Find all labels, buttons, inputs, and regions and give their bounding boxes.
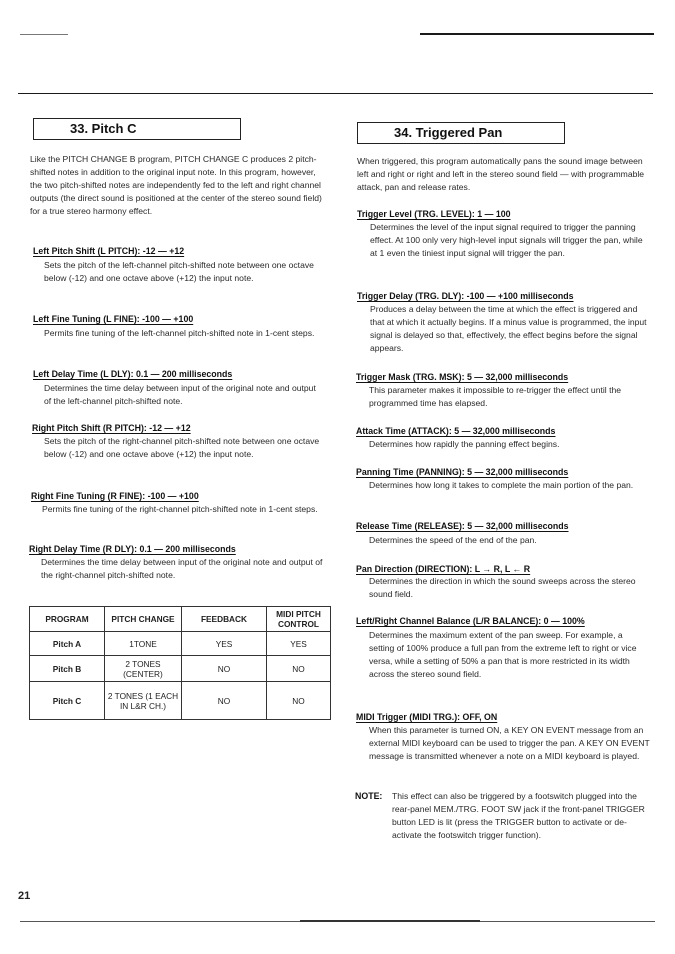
header-rule [18,93,653,94]
param-description: This parameter makes it impossible to re-trigger the effect until the programmed time has elapsed. [369,385,622,409]
param-description: Determines how rapidly the panning effect begins. [369,439,560,449]
param-description: Produces a delay between the time at which the effect is triggered and that at which it actually begins. If a minus value is programmed, the input signal is delayed so that, effectively, the effect begins before the signal appears. [370,304,647,354]
section-title-pitch-c [33,118,241,140]
param-heading: Trigger Delay (TRG. DLY): -100 — +100 milliseconds [357,291,574,301]
program-comparison-table [29,606,331,720]
table-cell: 2 TONES (CENTER) [105,656,182,682]
page-number: 21 [18,890,31,902]
table-cell: NO [182,682,267,720]
left-intro-paragraph: Like the PITCH CHANGE B program, PITCH CHANGE C produces 2 pitch-shifted notes in addition to the original input note. In this program, however, the two pitch-shifted notes are independently fed to the left and right channel outputs (the direct sound is positioned at the center of the stereo sound field) for a true stereo harmony effect. [30,154,322,217]
param-heading: Pan Direction (DIRECTION): L → R, L ← R [356,564,531,574]
table-header-cell: PITCH CHANGE [105,607,182,632]
table-cell: Pitch A [30,632,105,656]
section-title-triggered-pan [357,122,565,144]
param-heading: Right Pitch Shift (R PITCH): -12 — +12 [32,423,191,433]
param-heading: Left Pitch Shift (L PITCH): -12 — +12 [33,246,185,256]
table-cell: Pitch B [30,656,105,682]
table-cell: Pitch C [30,682,105,720]
table-header-cell: PROGRAM [30,607,105,632]
param-heading: Right Delay Time (R DLY): 0.1 — 200 milliseconds [29,544,236,554]
top-rule-thick [420,33,654,35]
param-description: Determines the speed of the end of the pan. [369,535,537,545]
section-title-text: 33. Pitch C [70,121,137,136]
param-heading: Left/Right Channel Balance (L/R BALANCE): 0 — 100% [356,616,585,626]
section-title-text: 34. Triggered Pan [394,125,503,140]
param-description: Sets the pitch of the left-channel pitch-shifted note between one octave below (-12) and one octave above (+12) the input note. [44,260,314,284]
table-row [30,656,331,682]
param-heading: Release Time (RELEASE): 5 — 32,000 milliseconds [356,521,569,531]
param-description: Determines how long it takes to complete the main portion of the pan. [369,480,634,490]
table-cell: YES [182,632,267,656]
table-cell: NO [267,656,331,682]
param-description: Determines the maximum extent of the pan sweep. For example, a setting of 100% produce a full pan from the extreme left to right or vice versa, while a setting of 50% a pan that is more restricted in its width across the stereo sound field. [369,630,637,680]
table-header-cell: FEEDBACK [182,607,267,632]
param-heading: Right Fine Tuning (R FINE): -100 — +100 [31,491,199,501]
param-heading: Left Fine Tuning (L FINE): -100 — +100 [33,314,194,324]
table-cell: NO [267,682,331,720]
param-heading: Attack Time (ATTACK): 5 — 32,000 milliseconds [356,426,556,436]
param-heading: Trigger Level (TRG. LEVEL): 1 — 100 [357,209,511,219]
table-cell: YES [267,632,331,656]
param-description: Determines the direction in which the sound sweeps across the stereo sound field. [369,576,636,600]
note-label: NOTE: [355,791,383,801]
param-heading: Left Delay Time (L DLY): 0.1 — 200 milliseconds [33,369,233,379]
table-cell: 1TONE [105,632,182,656]
param-description: Permits fine tuning of the right-channel pitch-shifted note in 1-cent steps. [42,504,318,514]
table-cell: 2 TONES (1 EACH IN L&R CH.) [105,682,182,720]
table-header-row [30,607,331,632]
param-description: Determines the time delay between input of the original note and output of the right-channel pitch-shifted note. [41,557,323,581]
top-rule-thin [20,34,68,35]
param-heading: MIDI Trigger (MIDI TRG.): OFF, ON [356,712,498,722]
table-row [30,632,331,656]
param-description: Determines the time delay between input of the original note and output of the left-channel pitch-shifted note. [44,383,316,407]
param-description: Permits fine tuning of the left-channel pitch-shifted note in 1-cent steps. [44,328,315,338]
param-heading: Trigger Mask (TRG. MSK): 5 — 32,000 milliseconds [356,372,569,382]
table-row [30,682,331,720]
table-header-cell: MIDI PITCH CONTROL [267,607,331,632]
param-description: Determines the level of the input signal required to trigger the panning effect. At 100 only very high-level input signals will trigger the pan, while at 1 even the tiniest input signal will trigger the pan. [370,222,643,259]
right-intro-paragraph: When triggered, this program automatically pans the sound image between left and right or right and left in the stereo sound field — with programmable attack, pan and release rates. [357,156,645,193]
param-description: Sets the pitch of the right-channel pitch-shifted note between one octave below (-12) and one octave above (+12) the input note. [44,436,320,460]
param-heading: Panning Time (PANNING): 5 — 32,000 milliseconds [356,467,569,477]
table-cell: NO [182,656,267,682]
param-description: When this parameter is turned ON, a KEY ON EVENT message from an external MIDI keyboard can be used to trigger the pan. A KEY ON EVENT message is transmitted whenever a note on a MIDI keyboard is played. [369,725,650,762]
note-text: This effect can also be triggered by a footswitch plugged into the rear-panel MEM./TRG. FOOT SW jack if the front-panel TRIGGER button LED is lit (press the TRIGGER button to activate or de-activate the footswitch trigger function). [392,791,645,841]
footer-rule-thick [300,920,480,922]
